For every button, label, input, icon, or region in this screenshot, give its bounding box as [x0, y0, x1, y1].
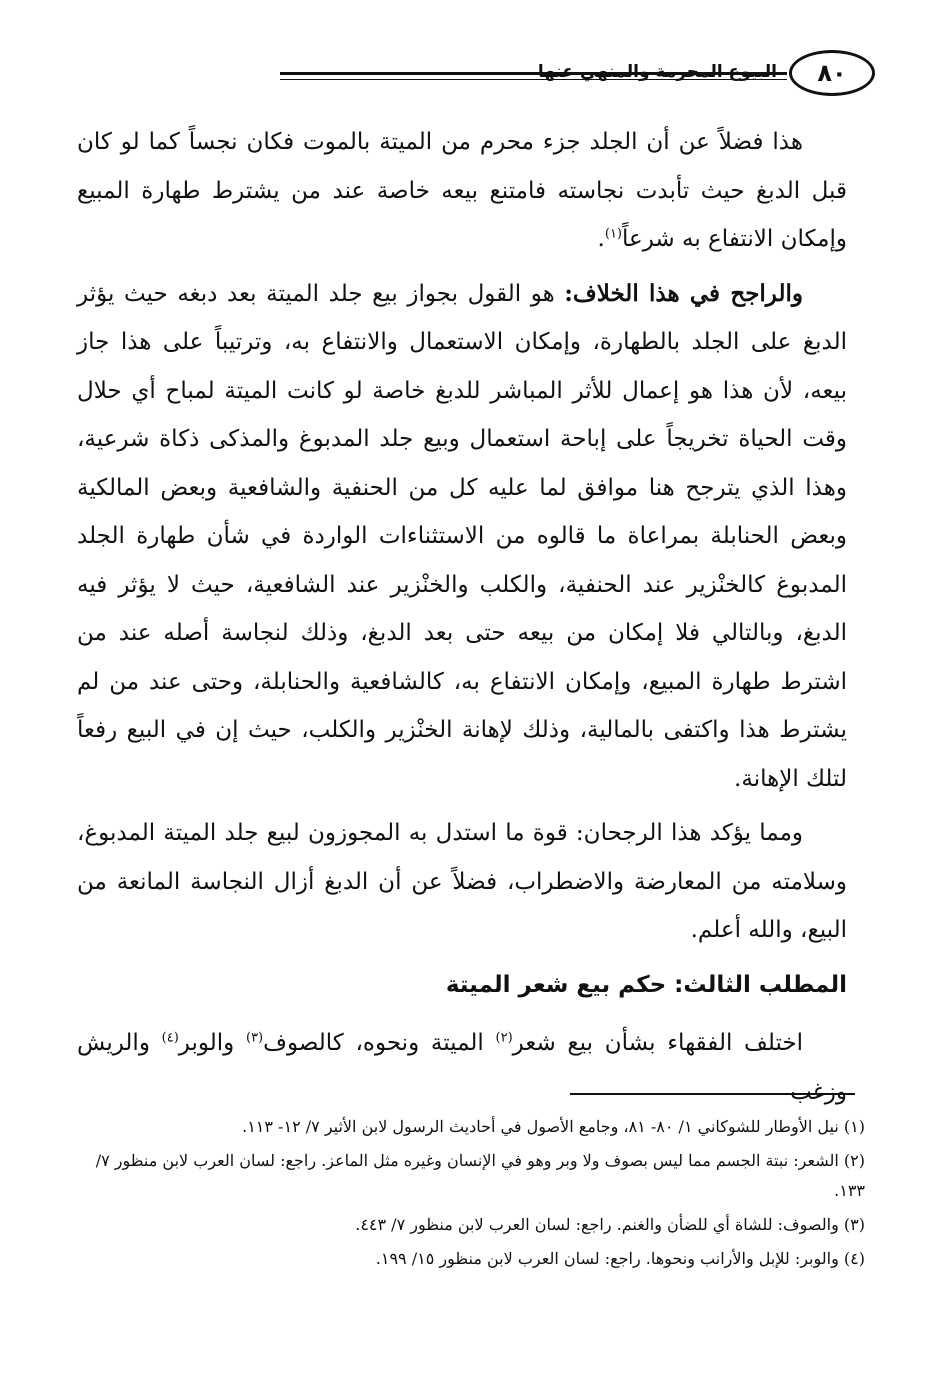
footnote-ref-1[interactable]: (١) — [604, 226, 622, 242]
footnotes — [75, 1112, 865, 1278]
running-header — [70, 50, 875, 102]
page-number-badge — [789, 50, 875, 96]
paragraph-4-text-c: والوبر — [178, 1030, 246, 1056]
footnote-number: (٣) — [843, 1215, 865, 1234]
footnote-number: (٤) — [843, 1249, 865, 1268]
footnote-number: (٢) — [843, 1151, 865, 1170]
footnote-text: والصوف: للشاة أي للضأن والغنم. راجع: لسان العرب لابن منظور ٧/ ٤٤٣. — [355, 1215, 839, 1234]
paragraph-4 — [77, 1019, 847, 1116]
footnote-text: والوبر: للإبل والأرانب ونحوها. راجع: لسان العرب لابن منظور ١٥/ ١٩٩. — [375, 1249, 839, 1268]
footnote-2 — [75, 1146, 865, 1206]
main-text — [77, 118, 847, 1122]
paragraph-1 — [77, 118, 847, 264]
running-title: البيوع المحرمة والمنهي عنها — [537, 62, 777, 82]
footnote-4 — [75, 1244, 865, 1274]
paragraph-3-text: ومما يؤكد هذا الرجحان: قوة ما استدل به المجوزون لبيع جلد الميتة المدبوغ، وسلامته من المعارضة والاضطراب، فضلاً عن أن الدبغ أزال النجاسة المانعة من البيع، والله أعلم. — [77, 820, 847, 943]
paragraph-4-text-d: والريش وزغب — [77, 1030, 847, 1105]
paragraph-2-text: هو القول بجواز بيع جلد الميتة بعد دبغه حيث يؤثر الدبغ على الجلد بالطهارة، وإمكان الاستعمال والانتفاع به، وترتيباً على هذا جاز بيعه، لأن هذا هو إعمال للأثر المباشر للدبغ خاصة لو كانت الميتة لمباح أي حلال وقت الحياة تخريجاً على إباحة استعمال وبيع جلد المدبوغ والمذكى ذكاة شرعية، وهذا الذي يترجح هنا موافق لما عليه كل من الحنفية والشافعية وبعض المالكية وبعض الحنابلة بمراعاة ما قالوه من الاستثناءات الواردة في شأن طهارة الجلد المدبوغ كالخنْزير عند الحنفية، والكلب والخنْزير عند الشافعية، حيث لا يؤثر فيه الدبغ، وبالتالي فلا إمكان من بيعه حتى بعد الدبغ، وذلك لنجاسة أصله عند من اشترط طهارة المبيع، وإمكان الانتفاع به، كالشافعية والحنابلة، وحتى عند من لم يشترط هذا واكتفى بالمالية، وذلك لإهانة الخنْزير والكلب، حيث إن في البيع رفعاً لتلك الإهانة. — [77, 280, 847, 792]
paragraph-1-end: . — [597, 226, 605, 252]
page-number: ٨٠ — [817, 59, 847, 87]
footnote-ref-2[interactable]: (٢) — [495, 1030, 513, 1046]
footnote-1 — [75, 1112, 865, 1142]
header-rule — [280, 72, 787, 80]
paragraph-2-lead: والراجح في هذا الخلاف: — [564, 279, 803, 307]
section-heading: المطلب الثالث: حكم بيع شعر الميتة — [445, 971, 847, 998]
footnote-number: (١) — [843, 1117, 865, 1136]
paragraph-4-text-a: اختلف الفقهاء بشأن بيع شعر — [512, 1030, 804, 1056]
paragraph-1-text: هذا فضلاً عن أن الجلد جزء محرم من الميتة بالموت فكان نجساً كما لو كان قبل الدبغ حيث تأبدت نجاسته فامتنع بيعه خاصة عند من يشترط طهارة المبيع وإمكان الانتفاع به شرعاً — [77, 129, 847, 252]
footnote-text: الشعر: نبتة الجسم مما ليس بصوف ولا وبر وهو في الإنسان وغيره مثل الماعز. راجع: لسان العرب لابن منظور ٧/ ١٣٣. — [95, 1151, 865, 1200]
footnote-3 — [75, 1210, 865, 1240]
footnote-separator — [570, 1093, 855, 1095]
footnote-ref-4[interactable]: (٤) — [161, 1030, 179, 1046]
footnote-text: نيل الأوطار للشوكاني ١/ ٨٠- ٨١، وجامع الأصول في أحاديث الرسول لابن الأثير ٧/ ١٢- ١١٣. — [242, 1117, 839, 1136]
footnote-ref-3[interactable]: (٣) — [245, 1030, 264, 1046]
paragraph-3 — [77, 809, 847, 955]
paragraph-4-text-b: الميتة ونحوه، كالصوف — [263, 1030, 496, 1056]
paragraph-2 — [77, 270, 847, 804]
